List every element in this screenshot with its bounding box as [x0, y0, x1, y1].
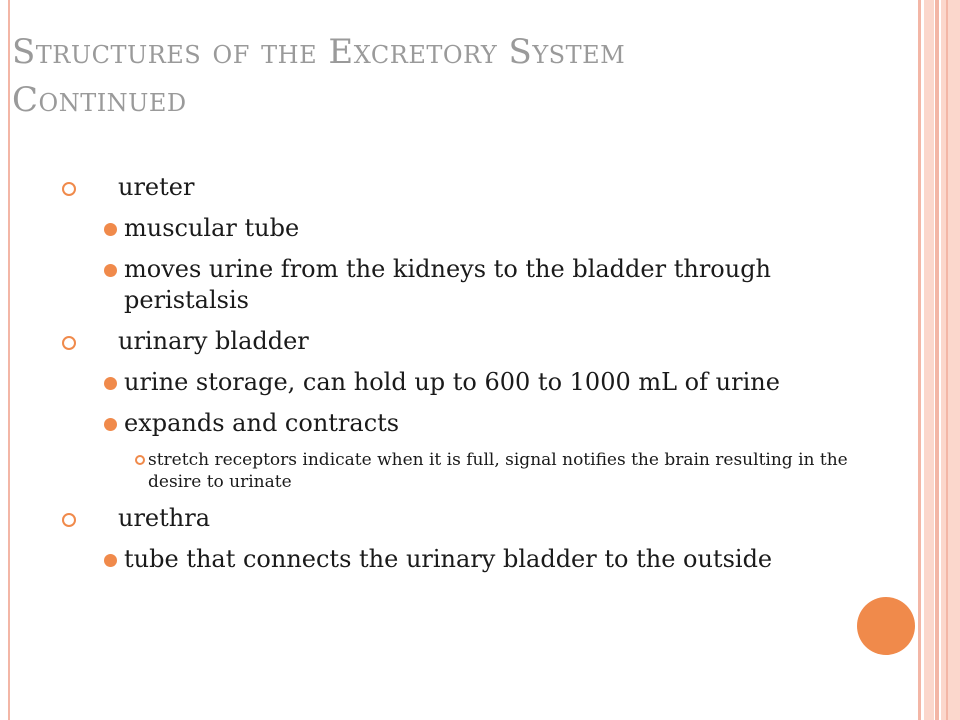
bullet-text: expands and contracts — [124, 409, 400, 437]
filled-bullet-icon — [104, 264, 117, 277]
bullet-level-3 — [60, 449, 860, 493]
bullet-level-1 — [60, 172, 860, 203]
slide-title — [12, 28, 872, 124]
bullet-text: urinary bladder — [118, 327, 309, 355]
bullet-text: urethra — [118, 504, 211, 532]
bullet-level-1 — [60, 326, 860, 357]
title-line-2: Continued — [12, 80, 187, 120]
bullet-level-2 — [60, 408, 860, 439]
bullet-level-2 — [60, 544, 860, 575]
bullet-level-2 — [60, 213, 860, 244]
filled-bullet-icon — [104, 223, 117, 236]
bullet-list — [60, 172, 860, 575]
filled-bullet-icon — [104, 377, 117, 390]
bullet-level-2 — [60, 254, 860, 316]
decorative-circle — [857, 597, 915, 655]
bullet-level-1 — [60, 503, 860, 534]
filled-bullet-icon — [104, 554, 117, 567]
bullet-text: ureter — [118, 173, 195, 201]
filled-bullet-icon — [104, 418, 117, 431]
title-line-1: Structures of the Excretory System — [12, 32, 626, 72]
ring-bullet-icon — [62, 336, 76, 350]
left-border-line — [8, 0, 10, 720]
decorative-stripe — [918, 0, 921, 720]
bullet-text: tube that connects the urinary bladder to the outside — [124, 545, 773, 573]
decorative-stripe — [941, 0, 960, 720]
decorative-stripe — [935, 0, 939, 720]
ring-bullet-icon — [62, 513, 76, 527]
bullet-text: stretch receptors indicate when it is full, signal notifies the brain resulting in the desire to urinate — [148, 450, 848, 492]
bullet-level-2 — [60, 367, 860, 398]
decorative-stripe — [924, 0, 934, 720]
bullet-text: moves urine from the kidneys to the bladder through peristalsis — [124, 255, 772, 314]
ring-bullet-icon — [135, 455, 145, 465]
bullet-text: muscular tube — [124, 214, 300, 242]
bullet-text: urine storage, can hold up to 600 to 1000 mL of urine — [124, 368, 780, 396]
ring-bullet-icon — [62, 182, 76, 196]
decorative-stripe — [946, 0, 948, 720]
